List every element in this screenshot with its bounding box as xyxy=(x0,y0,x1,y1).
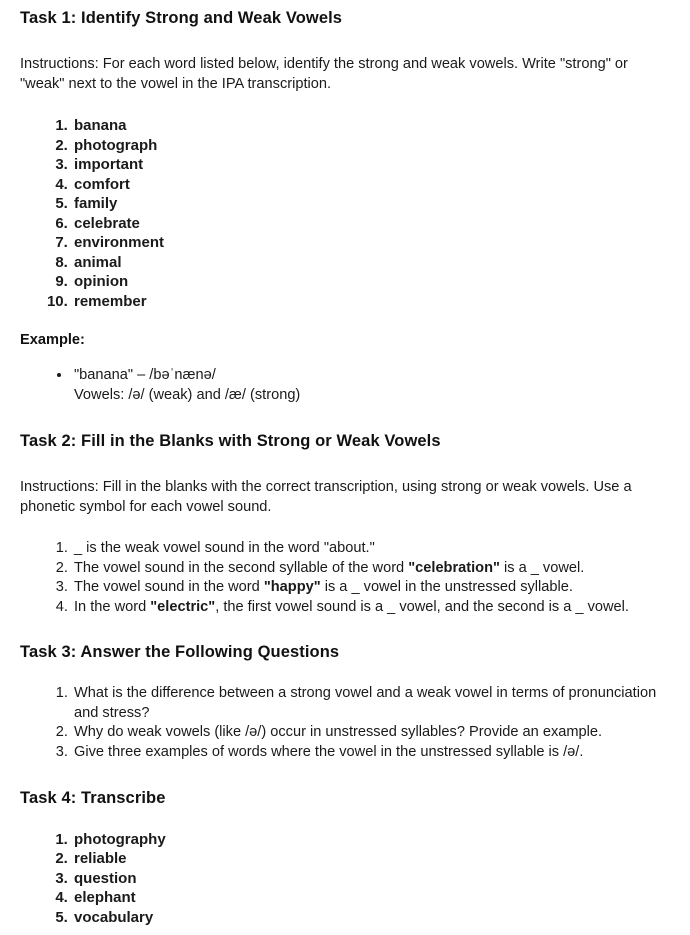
list-item xyxy=(72,253,670,273)
sentence-text-tail: is a _ vowel in the unstressed syllable. xyxy=(320,579,573,596)
list-item xyxy=(72,559,670,579)
word-label: important xyxy=(74,156,144,174)
highlighted-word: "happy" xyxy=(263,579,321,596)
task1-word-list xyxy=(20,116,670,311)
list-item xyxy=(72,175,670,195)
spacer xyxy=(20,29,670,54)
word-label: remember xyxy=(74,292,147,310)
spacer xyxy=(20,95,670,116)
list-item xyxy=(72,684,670,724)
list-item xyxy=(72,849,670,869)
list-item xyxy=(72,869,670,889)
word-label: photograph xyxy=(74,136,158,154)
question-text: Give three examples of words where the vowel in the unstressed syllable is /ə/. xyxy=(74,744,584,761)
task2-instructions: Instructions: Fill in the blanks with the correct transcription, using strong or weak vowels. Use a phonetic symbol for each vowel sound. xyxy=(20,478,632,516)
spacer xyxy=(20,518,670,539)
task3-heading: Task 3: Answer the Following Questions xyxy=(20,643,340,662)
list-item xyxy=(72,365,670,406)
sentence-text: The vowel sound in the word xyxy=(74,579,264,596)
spacer xyxy=(20,348,670,365)
task3-question-list xyxy=(20,684,670,763)
list-item xyxy=(72,908,670,928)
word-label: comfort xyxy=(74,175,130,193)
spacer xyxy=(20,311,670,332)
task4-heading: Task 4: Transcribe xyxy=(20,789,166,808)
highlighted-word: "celebration" xyxy=(408,559,500,576)
task2-heading: Task 2: Fill in the Blanks with Strong or Weak Vowels xyxy=(20,431,441,450)
list-item xyxy=(72,830,670,850)
list-item xyxy=(72,194,670,214)
sentence-text-tail: is a _ vowel. xyxy=(499,559,585,576)
word-label: banana xyxy=(74,117,127,135)
word-label: celebrate xyxy=(74,214,140,232)
example-vowels: Vowels: /ə/ (weak) and /æ/ (strong) xyxy=(74,387,301,404)
word-label: reliable xyxy=(74,850,127,868)
spacer xyxy=(20,617,670,642)
question-text: Why do weak vowels (like /ə/) occur in unstressed syllables? Provide an example. xyxy=(74,724,603,741)
word-label: opinion xyxy=(74,273,129,291)
list-item xyxy=(72,272,670,292)
list-item xyxy=(72,155,670,175)
highlighted-word: "electric" xyxy=(150,598,216,615)
task1-example-list xyxy=(20,365,670,406)
word-label: family xyxy=(74,195,118,213)
sentence-text: The vowel sound in the second syllable of the word xyxy=(74,559,409,576)
sentence-text: _ is the weak vowel sound in the word "about." xyxy=(74,539,375,556)
list-item xyxy=(72,888,670,908)
task2-blank-list xyxy=(20,539,670,617)
list-item xyxy=(72,214,670,234)
spacer xyxy=(20,406,670,431)
word-label: vocabulary xyxy=(74,908,154,926)
sentence-text: In the word xyxy=(74,598,151,615)
list-item xyxy=(72,539,670,559)
word-label: elephant xyxy=(74,889,136,907)
task1-heading: Task 1: Identify Strong and Weak Vowels xyxy=(20,9,343,27)
list-item xyxy=(72,743,670,763)
task1-instructions: Instructions: For each word listed below, identify the strong and weak vowels. Write "strong" or "weak" next to the vowel in the IPA transcription. xyxy=(20,55,628,93)
word-label: photography xyxy=(74,830,166,848)
sentence-text-tail: , the first vowel sound is a _ vowel, and the second is a _ vowel. xyxy=(215,598,629,615)
list-item xyxy=(72,116,670,136)
spacer xyxy=(20,809,670,830)
list-item xyxy=(72,598,670,618)
task4-word-list xyxy=(20,830,670,928)
question-text: What is the difference between a strong vowel and a weak vowel in terms of pronunciation and stress? xyxy=(74,684,657,721)
list-item xyxy=(72,723,670,743)
example-transcription: "banana" – /bəˈnænə/ xyxy=(74,367,216,384)
word-label: animal xyxy=(74,253,122,271)
list-item xyxy=(72,233,670,253)
word-label: environment xyxy=(74,234,165,252)
spacer xyxy=(20,452,670,477)
spacer xyxy=(20,663,670,684)
list-item xyxy=(72,578,670,598)
list-item xyxy=(72,292,670,312)
word-label: question xyxy=(74,869,137,887)
list-item xyxy=(72,136,670,156)
spacer xyxy=(20,763,670,788)
example-label: Example: xyxy=(20,332,85,349)
